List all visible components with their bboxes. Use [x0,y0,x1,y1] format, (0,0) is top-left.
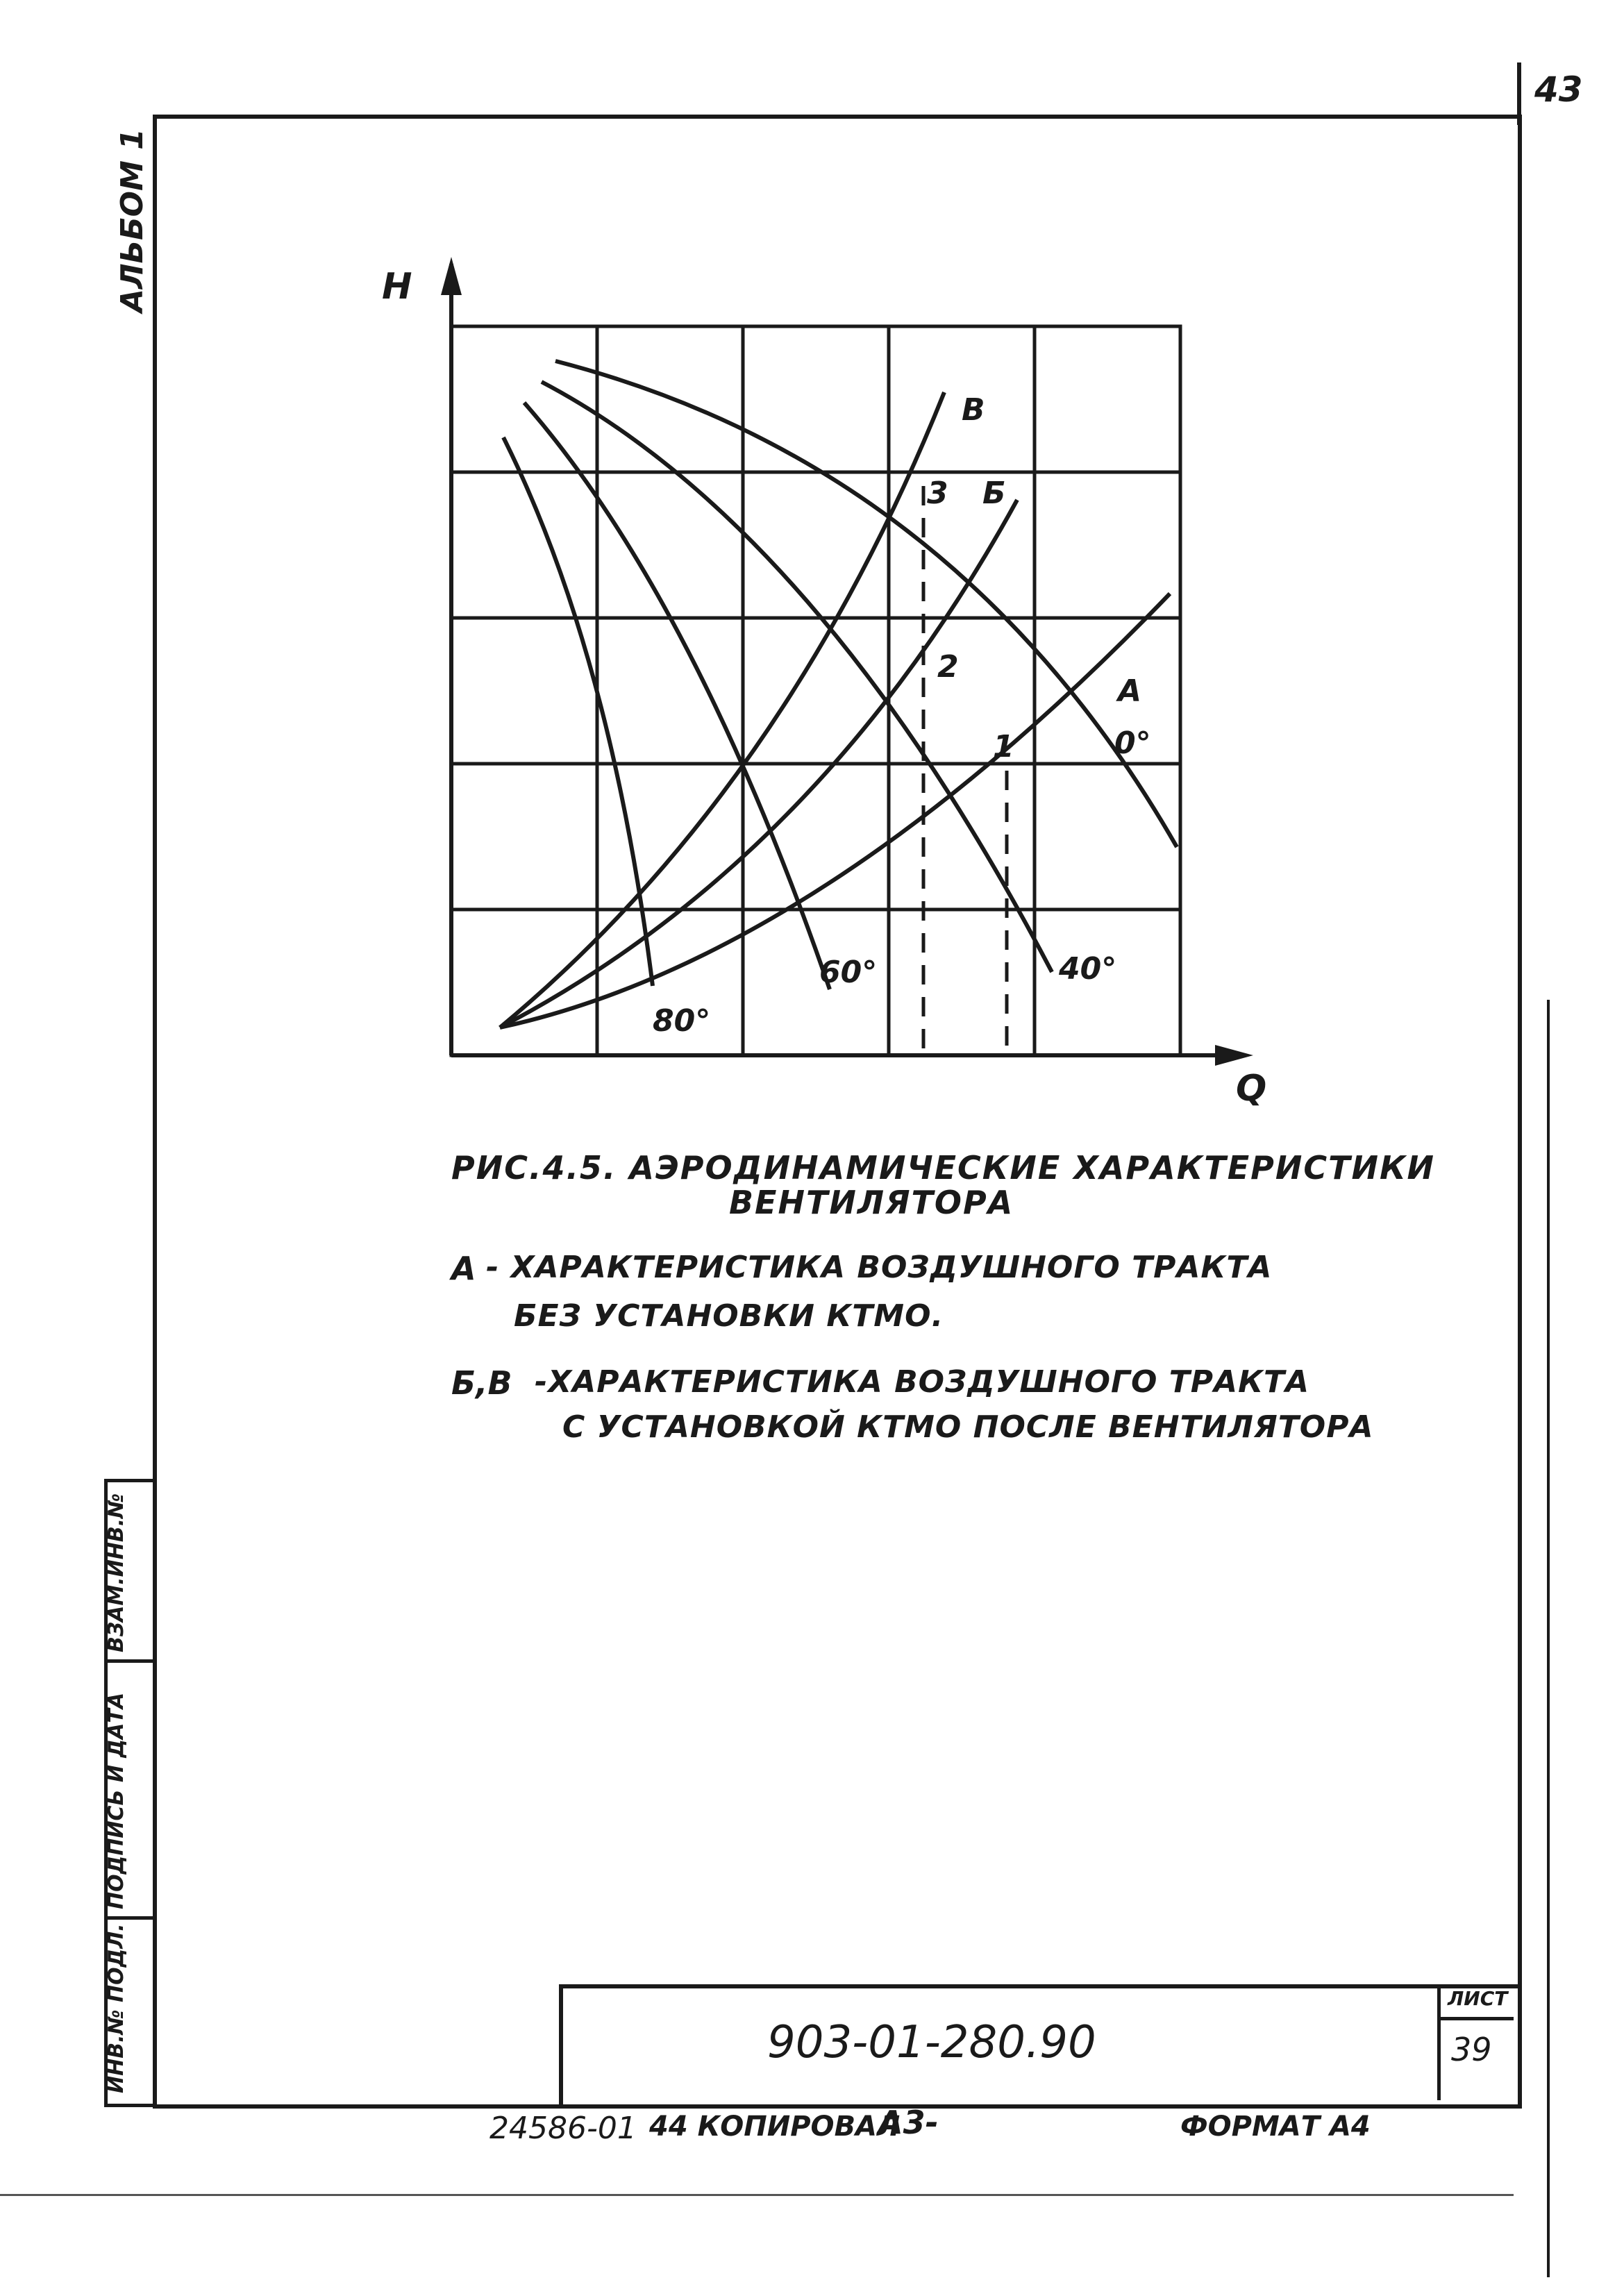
figure-caption-line2: ВЕНТИЛЯТОРА [729,1184,1014,1221]
legend-text-A-1: - ХАРАКТЕРИСТИКА ВОЗДУШНОГО ТРАКТА [486,1250,1273,1285]
point-1: 1 [993,729,1014,764]
side-stamp-h2 [104,1916,153,1920]
legend-text-BV-1: -ХАРАКТЕРИСТИКА ВОЗДУШНОГО ТРАКТА [535,1364,1310,1400]
label-40deg: 40° [1059,951,1117,987]
bottom-scan-line [0,2194,1514,2196]
point-3: 3 [927,476,948,511]
footer-inventory-number: 24586-01 [489,2111,637,2146]
footer-format: ФОРМАТ А4 [1180,2111,1371,2143]
corner-page-number: 43 [1534,69,1583,110]
title-block-sheet-hline [1437,2017,1514,2020]
side-stamp-original-inv: ИНВ.№ ПОДЛ. [104,1923,128,2093]
legend-key-BV: Б,В [451,1364,512,1402]
y-axis-label: Н [382,266,412,308]
figure-caption-line1: РИС.4.5. АЭРОДИНАМИЧЕСКИЕ ХАРАКТЕРИСТИКИ [451,1149,1436,1187]
label-A: А [1118,673,1142,709]
x-axis-arrow [1215,1045,1253,1066]
sheet-number: 39 [1451,2031,1492,2068]
fan-characteristics-chart [333,236,1291,1139]
label-V: В [962,392,985,428]
y-axis-arrow [441,257,462,295]
document-number: 903-01-280.90 [767,2017,1096,2068]
label-80deg: 80° [653,1003,711,1039]
legend-text-BV-2: С УСТАНОВКОЙ КТМО ПОСЛЕ ВЕНТИЛЯТОРА [562,1409,1374,1445]
side-stamp-h1 [104,1659,153,1663]
x-axis-label: Q [1236,1068,1267,1109]
point-2: 2 [937,649,959,685]
label-B: Б [982,476,1006,511]
curve-60deg [524,403,830,989]
curve-0deg [555,361,1177,847]
legend-key-A: А [451,1250,476,1287]
sheet-label: ЛИСТ [1448,1987,1508,2010]
side-stamp-signature-date: ПОДПИСЬ И ДАТА [104,1692,128,1909]
label-60deg: 60° [819,955,878,990]
legend-text-A-2: БЕЗ УСТАНОВКИ КТМО. [514,1298,944,1334]
footer-copied-by: 44 КОПИРОВАЛ [649,2111,901,2143]
title-block-sheet-divider [1437,1984,1441,2100]
label-0deg: 0° [1114,726,1151,761]
side-stamp-replaced-inv: ВЗАМ.ИНВ.№ [104,1493,128,1652]
right-margin-line [1547,1000,1550,2277]
album-label: АЛЬБОМ 1 [115,128,150,312]
footer-copier-signature: А3- [878,2104,939,2141]
